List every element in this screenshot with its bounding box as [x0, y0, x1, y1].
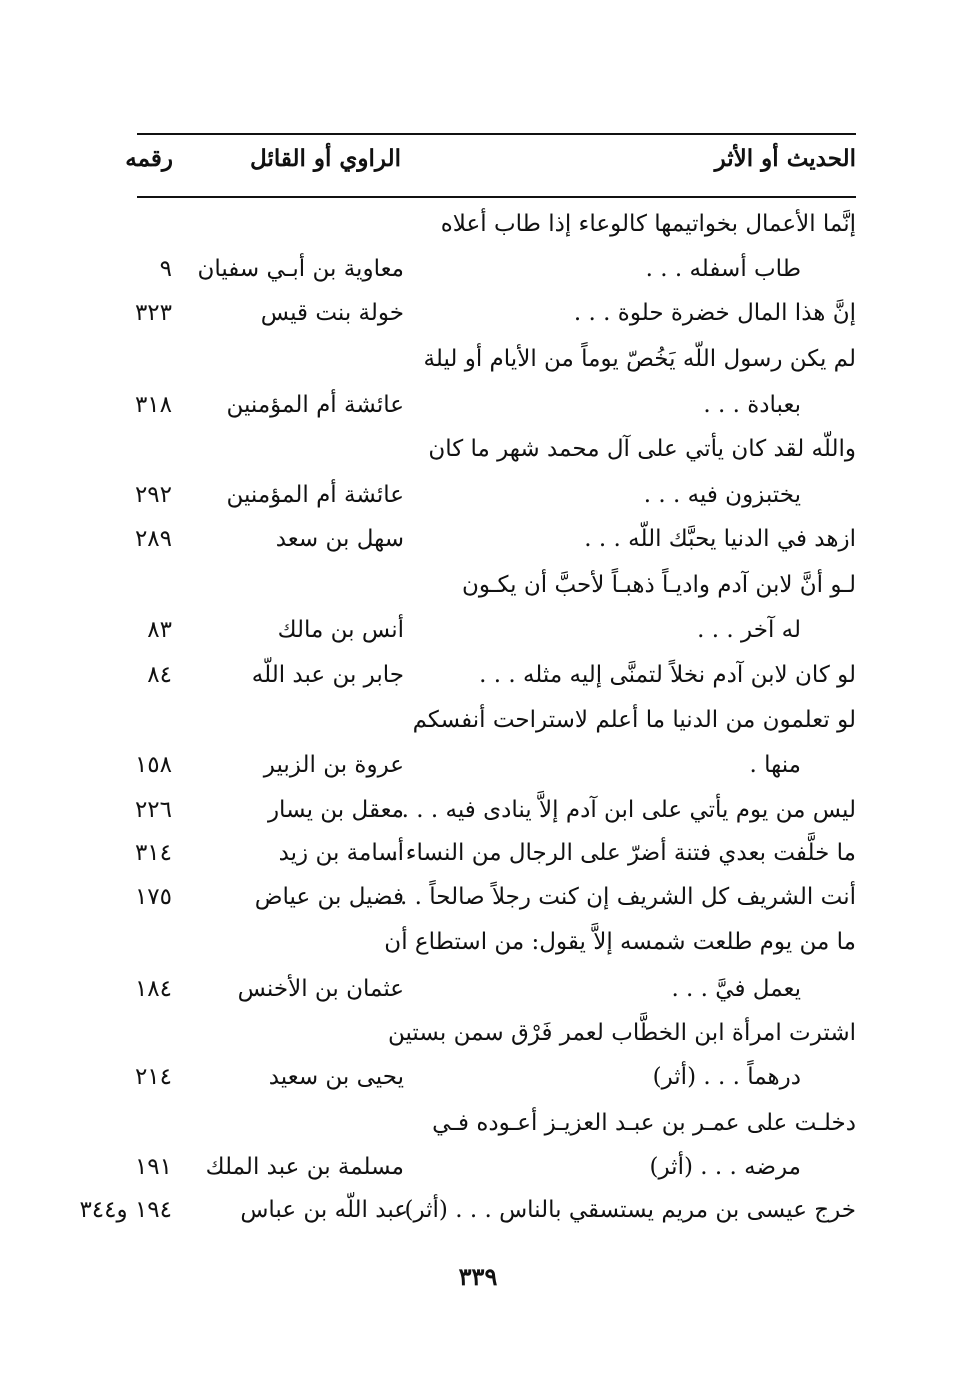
reference-number: ١٩١ [134, 1154, 172, 1180]
narrator: أنس بن مالك [277, 617, 404, 643]
narrator: مسلمة بن عبد الملك [205, 1154, 404, 1180]
hadith-text: ما من يوم طلعت شمسه إلاَّ يقول: من استطاع أن [384, 929, 856, 955]
hadith-text: أنت الشريف كل الشريف إن كنت رجلاً صالحاً . . . [385, 884, 856, 910]
reference-number: ٣٢٣ [134, 300, 172, 326]
narrator: سهل بن سعد [275, 526, 404, 552]
narrator: فضيل بن عياض [254, 884, 404, 910]
hadith-text: لو كان لابن آدم نخلاً لتمنَّى إليه مثله . . . [479, 662, 856, 688]
narrator: عروة بن الزبير [263, 752, 404, 778]
hadith-text: إنَّما الأعمال بخواتيمها كالوعاء إذا طاب أعلاه [440, 211, 856, 237]
hadith-text: يختبزون فيه . . . [643, 482, 801, 508]
reference-number: ٢٨٩ [134, 526, 172, 552]
hadith-text: ازهد في الدنيا يحبَّك اللّه . . . [584, 526, 856, 552]
narrator: أسامة بن زيد [278, 840, 404, 866]
narrator: معقل بن يسار [267, 797, 404, 823]
hadith-text: يعمل فيَّ . . . [671, 976, 801, 1002]
hadith-text: مرضه . . . (أثر) [649, 1154, 801, 1180]
hadith-text: ما خلَّفت بعدي فتنة أضرّ على الرجال من النساء . [391, 840, 856, 866]
narrator: جابر بن عبد اللّه [251, 662, 404, 688]
hadith-text: درهماً . . . (أثر) [652, 1064, 801, 1090]
hadith-text: إنَّ هذا المال خضرة حلوة . . . [573, 300, 856, 326]
hadith-text: خرج عيسى بن مريم يستسقي بالناس . . . (أثر) [404, 1197, 856, 1223]
hadith-text: بعبادة . . . [703, 392, 801, 418]
reference-number: ٣١٨ [134, 392, 172, 418]
reference-number: ٣١٤ [134, 840, 172, 866]
narrator: معاوية بن أبـي سفيان [197, 256, 404, 282]
reference-number: ١٨٤ [134, 976, 172, 1002]
narrator: عثمان بن الأخنس [237, 976, 404, 1002]
reference-number: ١٩٤ و٣٤٤ [79, 1197, 172, 1223]
narrator: عائشة أم المؤمنين [226, 482, 404, 508]
header-number: رقمه [125, 145, 173, 172]
reference-number: ١٧٥ [134, 884, 172, 910]
narrator: عائشة أم المؤمنين [226, 392, 404, 418]
reference-number: ٢١٤ [134, 1064, 172, 1090]
hadith-text: منها . [749, 752, 801, 778]
reference-number: ٢٢٦ [134, 797, 172, 823]
hadith-text: له آخر . . . [697, 617, 801, 643]
hadith-text: لـو أنَّ لابن آدم واديـاً ذهبـاً لأحبَّ أن يكـون [461, 572, 856, 598]
narrator: عبد اللّه بن عباس [240, 1197, 408, 1223]
hadith-text: لم يكن رسول اللّه يَخُصّ يوماً من الأيام أو ليلة [423, 346, 856, 372]
hadith-text: ليس من يوم يأتي على ابن آدم إلاَّ ينادى فيه . . . [401, 797, 856, 823]
narrator: خولة بنت قيس [260, 300, 404, 326]
narrator: يحيى بن سعيد [268, 1064, 404, 1090]
hadith-text: اشترت امرأة ابن الخطَّاب لعمر فَرْق سمن بستين [387, 1020, 856, 1046]
header-bottom-rule [137, 196, 856, 198]
hadith-text: لو تعلمون من الدنيا ما أعلم لاستراحت أنفسكم [412, 707, 856, 733]
reference-number: ١٥٨ [134, 752, 172, 778]
header-narrator: الراوي أو القائل [250, 145, 401, 172]
header-hadith: الحديث أو الأثر [714, 145, 856, 172]
reference-number: ٢٩٢ [134, 482, 172, 508]
hadith-text: دخلـت على عمـر بن عبـد العزيـز أعـوده فـي [432, 1110, 856, 1136]
reference-number: ٨٤ [147, 662, 172, 688]
hadith-text: واللّه لقد كان يأتي على آل محمد شهر ما كان [428, 436, 856, 462]
table-top-rule [137, 133, 856, 135]
reference-number: ٩ [159, 256, 172, 282]
page-number: ٣٣٩ [458, 1262, 498, 1291]
hadith-text: طاب أسفله . . . [645, 256, 801, 282]
reference-number: ٨٣ [147, 617, 172, 643]
